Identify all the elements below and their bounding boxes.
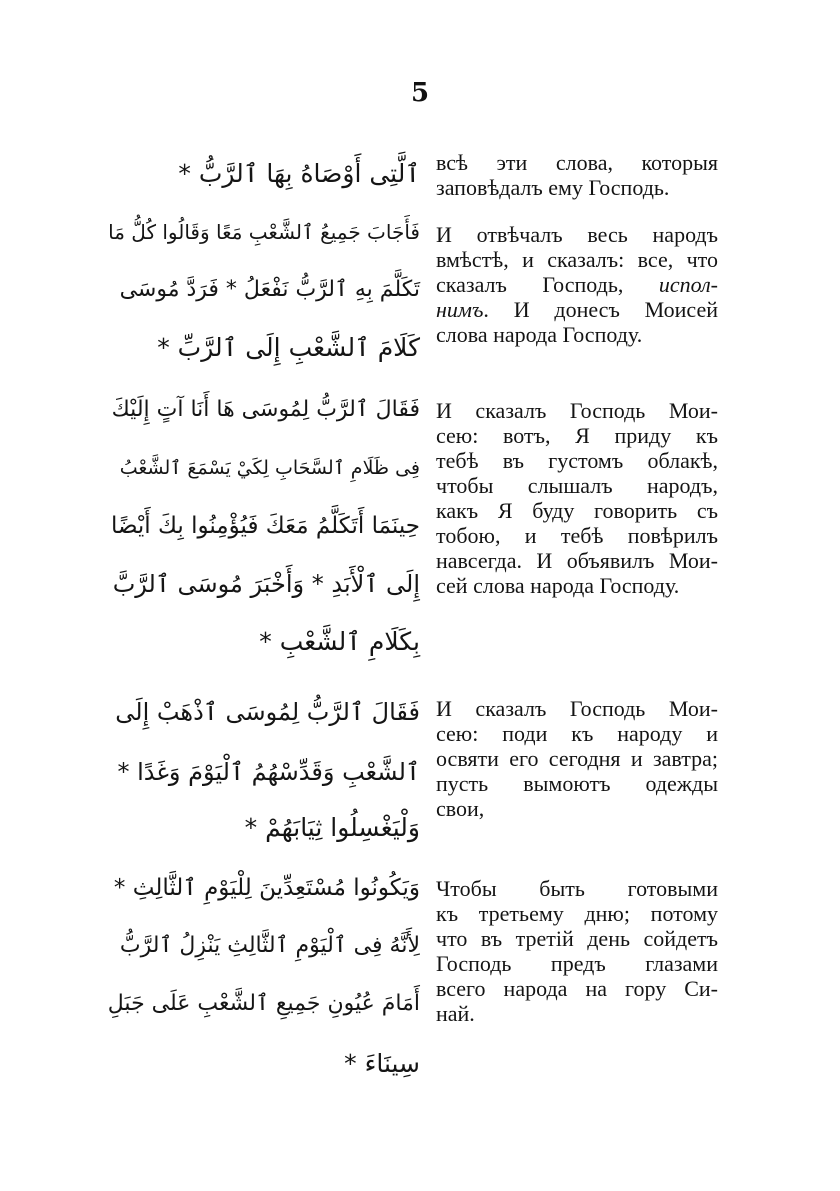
russian-line: что въ третій день сойдетъ [436,926,718,951]
arabic-line: لِأَنَّهُ فِى ٱلْيَوْمِ ٱلثَّالِثِ يَنْزِلُ ٱلرَّبُّ [119,933,420,958]
column-divider [427,148,428,1078]
arabic-line: فِى ظَلَامِ ٱلسَّحَابِ لِكَيْ يَسْمَعَ ٱلشَّعْبُ [119,457,420,479]
arabic-line: فَقَالَ ٱلرَّبُّ لِمُوسَى هَا أَنَا آتٍ إِلَيْكَ [111,397,420,422]
russian-line: И сказалъ Господь Мои- [436,696,718,721]
russian-line: Чтобы быть готовыми [436,876,718,901]
russian-line: всего народа на гору Си- [436,976,718,1001]
russian-italic: испол- [658,272,718,297]
russian-line: тобою, и тебѣ повѣрилъ [436,523,718,548]
russian-line: И сказалъ Господь Мои- [436,398,718,423]
arabic-line: بِكَلَامِ ٱلشَّعْبِ * [259,627,420,656]
arabic-line: وَيَكُونُوا مُسْتَعِدِّينَ لِلْيَوْمِ ٱلثَّالِثِ * [113,875,420,901]
arabic-line: وَلْيَغْسِلُوا ثِيَابَهُمْ * [244,813,420,842]
russian-line: свои, [436,796,485,821]
russian-line: освяти его сегодня и завтра; [436,746,718,771]
russian-paragraph [436,150,718,200]
russian-line: къ третьему дню; потому [436,901,718,926]
russian-text: сказалъ Господь, [436,272,659,297]
russian-line: тебѣ въ густомъ облакѣ, [436,448,718,473]
russian-line: Господь предъ глазами [436,951,718,976]
russian-line: навсегда. И объявилъ Мои- [436,548,718,573]
russian-paragraph [436,398,718,598]
russian-line: сей слова народа Господу. [436,573,680,598]
russian-line: всѣ эти слова, которыя [436,150,718,175]
russian-line: какъ Я буду говорить съ [436,498,718,523]
arabic-line: فَأَجَابَ جَمِيعُ ٱلشَّعْبِ مَعًا وَقَالُوا كُلُّ مَا [108,220,420,244]
russian-line [436,297,718,322]
russian-line: пусть вымоютъ одежды [436,771,718,796]
russian-line: слова народа Господу. [436,322,643,347]
russian-paragraph [436,876,718,1026]
russian-line: вмѣстѣ, и сказалъ: все, что [436,247,718,272]
page-number: 5 [410,78,430,108]
russian-line: сею: вотъ, Я приду къ [436,423,718,448]
russian-line: сею: поди къ народу и [436,721,718,746]
russian-paragraph [436,696,718,821]
russian-line [436,272,718,297]
russian-line: заповѣдалъ ему Господь. [436,175,670,200]
arabic-line: فَقَالَ ٱلرَّبُّ لِمُوسَى ٱذْهَبْ إِلَى [115,698,420,726]
russian-text: . И донесъ Моисей [483,297,718,322]
arabic-line: ٱلشَّعْبِ وَقَدِّسْهُمُ ٱلْيَوْمَ وَغَدًا * [117,758,420,786]
russian-line: най. [436,1001,475,1026]
arabic-line: سِينَاءَ * [344,1049,420,1078]
arabic-line: حِينَمَا أَتَكَلَّمُ مَعَكَ فَيُؤْمِنُوا بِكَ أَيْضًا [110,513,420,539]
russian-paragraph [436,222,718,347]
russian-italic: нимъ [436,297,484,322]
russian-line: чтобы слышалъ народъ, [436,473,718,498]
arabic-line: ٱلَّتِى أَوْصَاهُ بِهَا ٱلرَّبُّ * [178,159,420,188]
arabic-line: أَمَامَ عُيُونِ جَمِيعِ ٱلشَّعْبِ عَلَى جَبَلِ [107,991,420,1016]
arabic-line: تَكَلَّمَ بِهِ ٱلرَّبُّ نَفْعَلُ * فَرَدَّ مُوسَى [119,277,420,302]
arabic-line: إِلَى ٱلْأَبَدِ * وَأَخْبَرَ مُوسَى ٱلرَّبَّ [112,570,420,598]
arabic-line: كَلَامَ ٱلشَّعْبِ إِلَى ٱلرَّبِّ * [157,333,420,362]
russian-line: И отвѣчалъ весь народъ [436,222,718,247]
